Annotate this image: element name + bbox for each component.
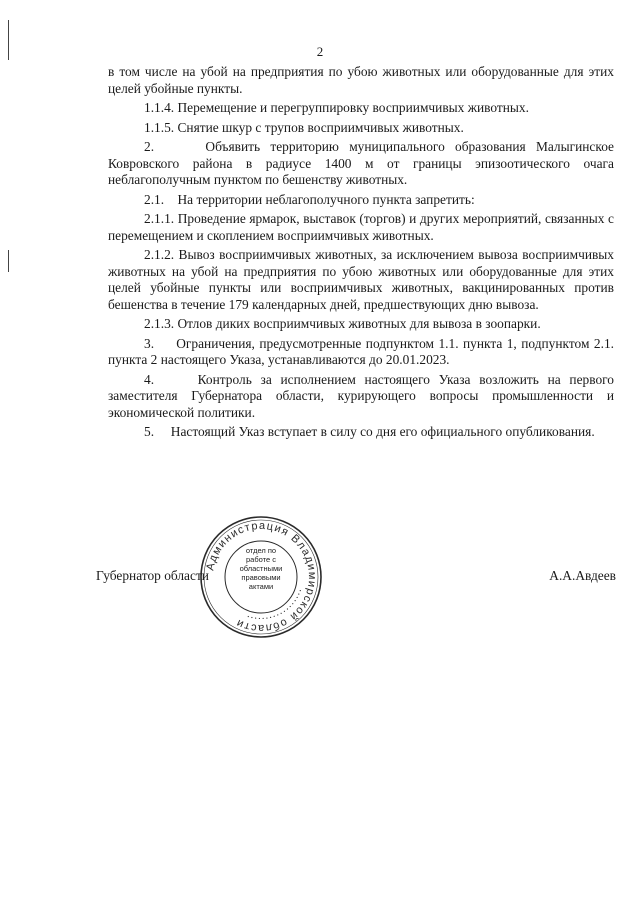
document-body [108, 64, 614, 444]
signature-block [96, 568, 616, 584]
paragraph-continuation: в том числе на убой на предприятия по убою животных или оборудованные для этих целей убойные пункты. [108, 64, 614, 96]
signatory-name: А.А.Авдеев [549, 568, 616, 583]
paragraph-1-1-4: 1.1.4. Перемещение и перегруппировку восприимчивых животных. [144, 100, 529, 115]
page-number: 2 [316, 44, 324, 59]
paragraph-2-1: 2.1. На территории неблагополучного пункта запретить: [144, 191, 475, 207]
paragraph-1-1-5: 1.1.5. Снятие шкур с трупов восприимчивых животных. [144, 119, 464, 135]
stamp-center-text: отдел по работе с областными правовыми актами [239, 546, 283, 591]
paragraph-2-1-1: 2.1.1. Проведение ярмарок, выставок (торгов) и других мероприятий, связанных с перемещением и скоплением восприимчивых животных. [108, 211, 614, 243]
paragraph-2-1-2: 2.1.2. Вывоз восприимчивых животных, за исключением вывоза восприимчивых животных на убой на предприятия по убою животных или оборудованные для этих целей убойные пункты или восприимчивых животных, вакцинированных против бешенства в течение 179 календарных дней, предшествующих дню вывоза. [108, 247, 614, 312]
scan-edge-mark-left [8, 250, 9, 272]
paragraph-3: 3. Ограничения, предусмотренные подпунктом 1.1. пункта 1, подпунктом 2.1. пункта 2 настоящего Указа, устанавливаются до 20.01.2023. [108, 335, 614, 367]
paragraph-5: 5. Настоящий Указ вступает в силу со дня его официального опубликования. [144, 424, 595, 439]
paragraph-2-1-3: 2.1.3. Отлов диких восприимчивых животных для вывоза в зоопарки. [144, 316, 541, 331]
paragraph-2: 2. Объявить территорию муниципального образования Малыгинское Ковровского района в радиусе 1400 м от границы эпизоотического очага неблагополучным пунктом по бешенству животных. [108, 139, 614, 187]
svg-text:• • • • • • • • • • • • • • •: • • • • • • • • • • • • • • • • • • [246, 589, 303, 622]
svg-text:Администрация Владимирской обл: Администрация Владимирской области [204, 519, 319, 635]
paragraph-4: 4. Контроль за исполнением настоящего Указа возложить на первого заместителя Губернатора области, курирующего вопросы промышленности и экономической политики. [108, 371, 614, 420]
signatory-position: Губернатор области [96, 568, 209, 583]
